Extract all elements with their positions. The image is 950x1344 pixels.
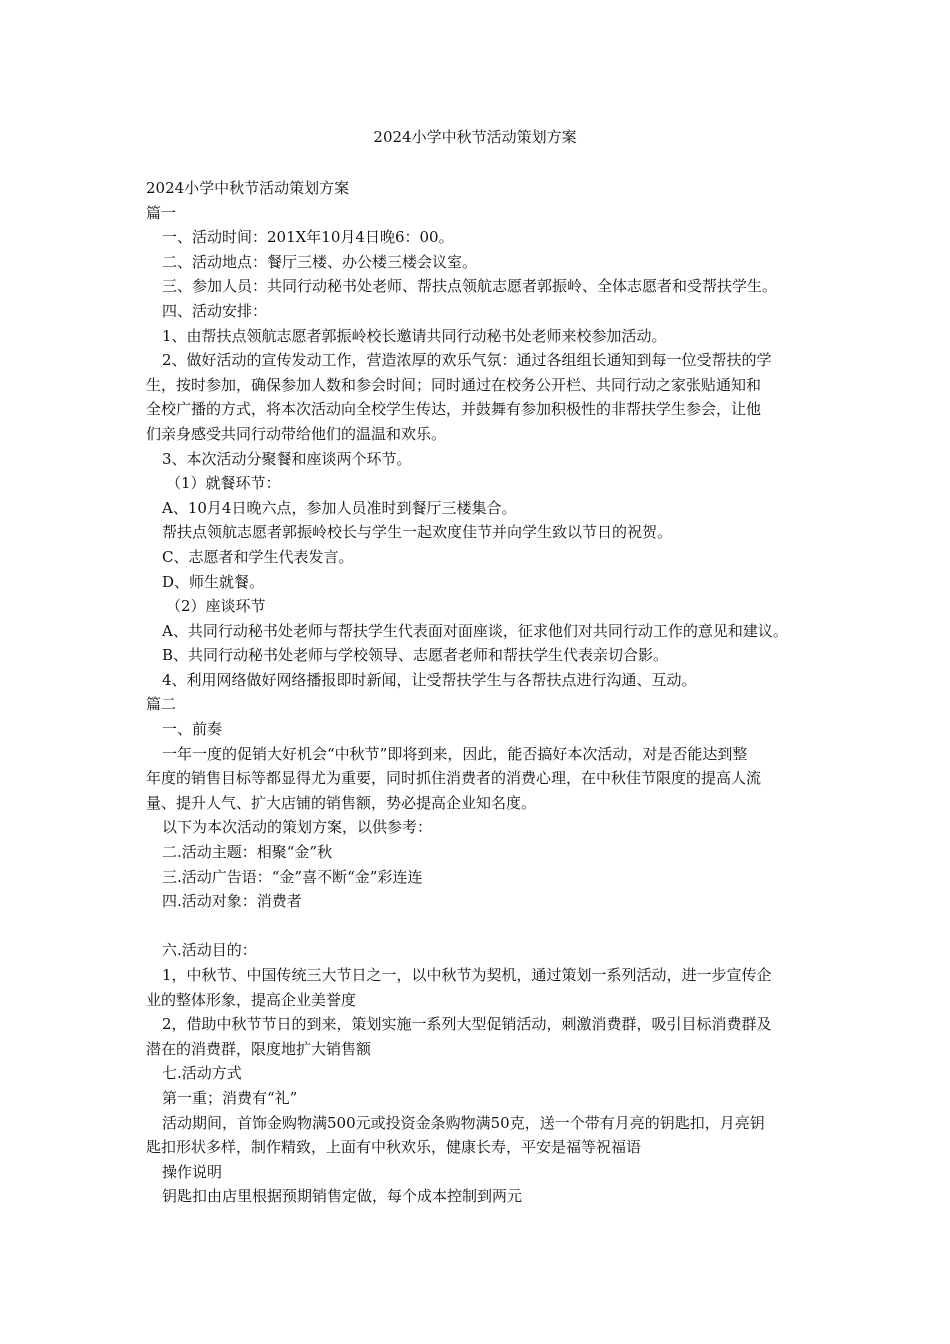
- paragraph-line: 2024小学中秋节活动策划方案: [146, 179, 350, 197]
- paragraph-line: （2）座谈环节: [166, 597, 266, 616]
- paragraph-line: A、共同行动秘书处老师与帮扶学生代表面对面座谈，征求他们对共同行动工作的意见和建议。: [162, 621, 788, 640]
- paragraph-line: B、共同行动秘书处老师与学校领导、志愿者老师和帮扶学生代表亲切合影。: [162, 646, 669, 665]
- paragraph-line: C、志愿者和学生代表发言。: [162, 547, 354, 566]
- paragraph-line: 四、活动安排：: [162, 301, 268, 320]
- paragraph-line: 们亲身感受共同行动带给他们的温温和欢乐。: [146, 424, 447, 443]
- paragraph-line: 年度的销售目标等都显得尤为重要，同时抓住消费者的消费心理，在中秋佳节限度的提高人流: [146, 769, 762, 788]
- paragraph-line: 一、活动时间：201X年10月4日晚6：00。: [162, 228, 454, 247]
- paragraph-line: 活动期间，首饰金购物满500元或投资金条购物满50克，送一个带有月亮的钥匙扣，月亮钥: [162, 1113, 765, 1132]
- paragraph-line: 六.活动目的：: [162, 941, 257, 960]
- paragraph-line: 二、活动地点：餐厅三楼、办公楼三楼会议室。: [162, 252, 478, 271]
- paragraph-line: 三、参加人员：共同行动秘书处老师、帮扶点领航志愿者郭振岭、全体志愿者和受帮扶学生。: [162, 277, 778, 296]
- paragraph-line: 匙扣形状多样，制作精致，上面有中秋欢乐，健康长寿，平安是福等祝福语: [146, 1138, 642, 1157]
- paragraph-line: 一年一度的促销大好机会“中秋节”即将到来，因此，能否搞好本次活动，对是否能达到整: [162, 744, 748, 763]
- paragraph-line: 潜在的消费群，限度地扩大销售额: [146, 1039, 372, 1058]
- paragraph-line: 篇二: [146, 695, 177, 714]
- paragraph-line: 三.活动广告语：“金”喜不断“金”彩连连: [162, 867, 423, 886]
- paragraph-line: D、师生就餐。: [162, 572, 265, 591]
- paragraph-line: 2，借助中秋节节日的到来，策划实施一系列大型促销活动，刺激消费群，吸引目标消费群及: [162, 1015, 772, 1034]
- paragraph-line: 钥匙扣由店里根据预期销售定做，每个成本控制到两元: [162, 1187, 523, 1206]
- paragraph-line: 全校广播的方式，将本次活动向全校学生传达，并鼓舞有参加积极性的非帮扶学生参会，让他: [146, 400, 762, 419]
- paragraph-line: 以下为本次活动的策划方案，以供参考：: [162, 818, 433, 837]
- paragraph-line: 操作说明: [162, 1162, 223, 1181]
- paragraph-line: 1、由帮扶点领航志愿者郭振岭校长邀请共同行动秘书处老师来校参加活动。: [162, 326, 667, 345]
- paragraph-line: 业的整体形象，提高企业美誉度: [146, 990, 357, 1009]
- paragraph-line: 3、本次活动分聚餐和座谈两个环节。: [162, 449, 412, 468]
- paragraph-line: A、10月4日晚六点，参加人员准时到餐厅三楼集合。: [162, 498, 517, 517]
- paragraph-line: 一、前奏: [162, 720, 223, 739]
- paragraph-line: 篇一: [146, 203, 177, 222]
- page-title: 2024小学中秋节活动策划方案: [373, 128, 577, 146]
- document-body: [146, 176, 818, 1209]
- paragraph-line: 2、做好活动的宣传发动工作，营造浓厚的欢乐气氛：通过各组组长通知到每一位受帮扶的学: [162, 351, 772, 370]
- paragraph-line: 1，中秋节、中国传统三大节日之一，以中秋节为契机，通过策划一系列活动，进一步宣传企: [162, 966, 772, 984]
- paragraph-line: 4、利用网络做好网络播报即时新闻，让受帮扶学生与各帮扶点进行沟通、互动。: [162, 670, 697, 689]
- paragraph-line: 二.活动主题：相聚“金”秋: [162, 843, 333, 862]
- paragraph-line: 生，按时参加，确保参加人数和参会时间；同时通过在校务公开栏、共同行动之家张贴通知和: [146, 375, 762, 394]
- paragraph-line: 第一重；消费有“礼”: [162, 1088, 298, 1107]
- blank-line: [146, 914, 818, 939]
- paragraph-line: 四.活动对象：消费者: [162, 892, 302, 911]
- paragraph-line: 帮扶点领航志愿者郭振岭校长与学生一起欢度佳节并向学生致以节日的祝贺。: [162, 523, 673, 542]
- paragraph-line: （1）就餐环节：: [166, 474, 281, 493]
- paragraph-line: 量、提升人气、扩大店铺的销售额，势必提高企业知名度。: [146, 793, 537, 812]
- paragraph-line: 七.活动方式: [162, 1064, 242, 1083]
